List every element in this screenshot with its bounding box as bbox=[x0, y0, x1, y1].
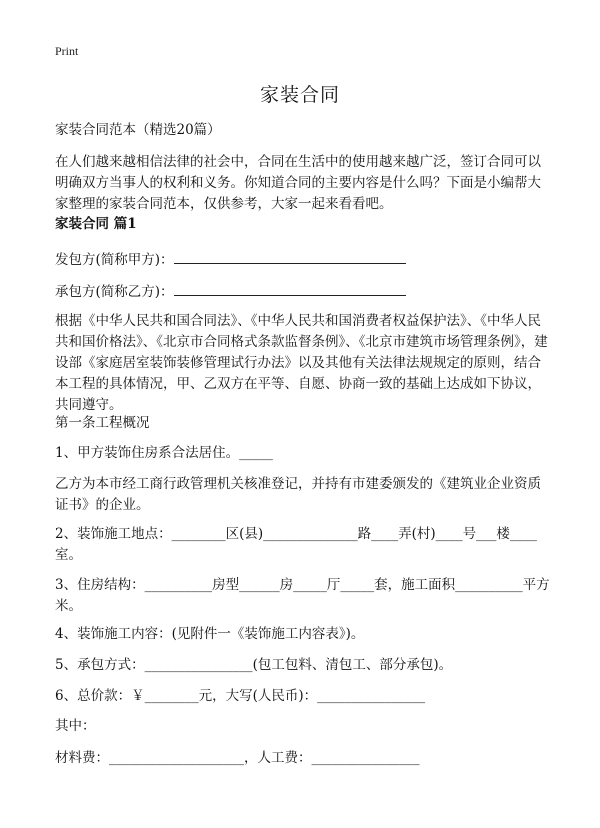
party-b-field[interactable] bbox=[174, 281, 406, 296]
party-a-row bbox=[55, 249, 550, 271]
item-6: 6、总价款：￥________元，大写(人民币)：________________ bbox=[55, 688, 426, 704]
fees-row: 材料费：____________________，人工费：________________ bbox=[55, 750, 420, 766]
section-heading: 家装合同 篇1 bbox=[55, 216, 137, 232]
item-4: 4、装饰施工内容：(见附件一《装饰施工内容表》)。 bbox=[55, 626, 365, 642]
document-title: 家装合同 bbox=[259, 84, 340, 106]
print-link[interactable]: Print bbox=[55, 44, 79, 58]
contractor-description: 乙方为本市经工商行政管理机关核准登记，并持有市建委颁发的《建筑业企业资质证书》的企业。 bbox=[55, 476, 541, 513]
article1-heading: 第一条工程概况 bbox=[55, 415, 150, 431]
party-b-label: 承包方(简称乙方)： bbox=[55, 284, 174, 300]
party-a-field[interactable] bbox=[174, 249, 406, 264]
intro-paragraph: 在人们越来越相信法律的社会中，合同在生活中的使用越来越广泛，签订合同可以明确双方当事人的权利和义务。你知道合同的主要内容是什么吗？下面是小编帮大家整理的家装合同范本，仅供参考，大家一起来看看吧。 bbox=[55, 154, 541, 212]
item-5: 5、承包方式：________________(包工包料、清包工、部分承包)。 bbox=[55, 657, 453, 673]
subtitle: 家装合同范本（精选20篇） bbox=[55, 122, 221, 138]
party-b-row bbox=[55, 281, 550, 303]
among-label: 其中： bbox=[55, 718, 96, 734]
item-1: 1、甲方装饰住房系合法居住。_____ bbox=[55, 445, 273, 461]
item-3: 3、住房结构：__________房型______房_____厅_____套，施工面积__________平方米。 bbox=[55, 577, 550, 614]
item-2: 2、装饰施工地点：________区(县)______________路____弄(村)____号___楼____室。 bbox=[55, 526, 537, 563]
party-a-label: 发包方(简称甲方)： bbox=[55, 252, 174, 268]
legal-basis-paragraph: 根据《中华人民共和国合同法》、《中华人民共和国消费者权益保护法》、《中华人民共和国价格法》、《北京市合同格式条款监督条例》、《北京市建筑市场管理条例》，建设部《家庭居室装饰装修管理试行办法》以及其他有关法律法规规定的原则，结合本工程的具体情况，甲、乙双方在平等、自愿、协商一致的基础上达成如下协议，共同遵守。 bbox=[55, 313, 548, 413]
